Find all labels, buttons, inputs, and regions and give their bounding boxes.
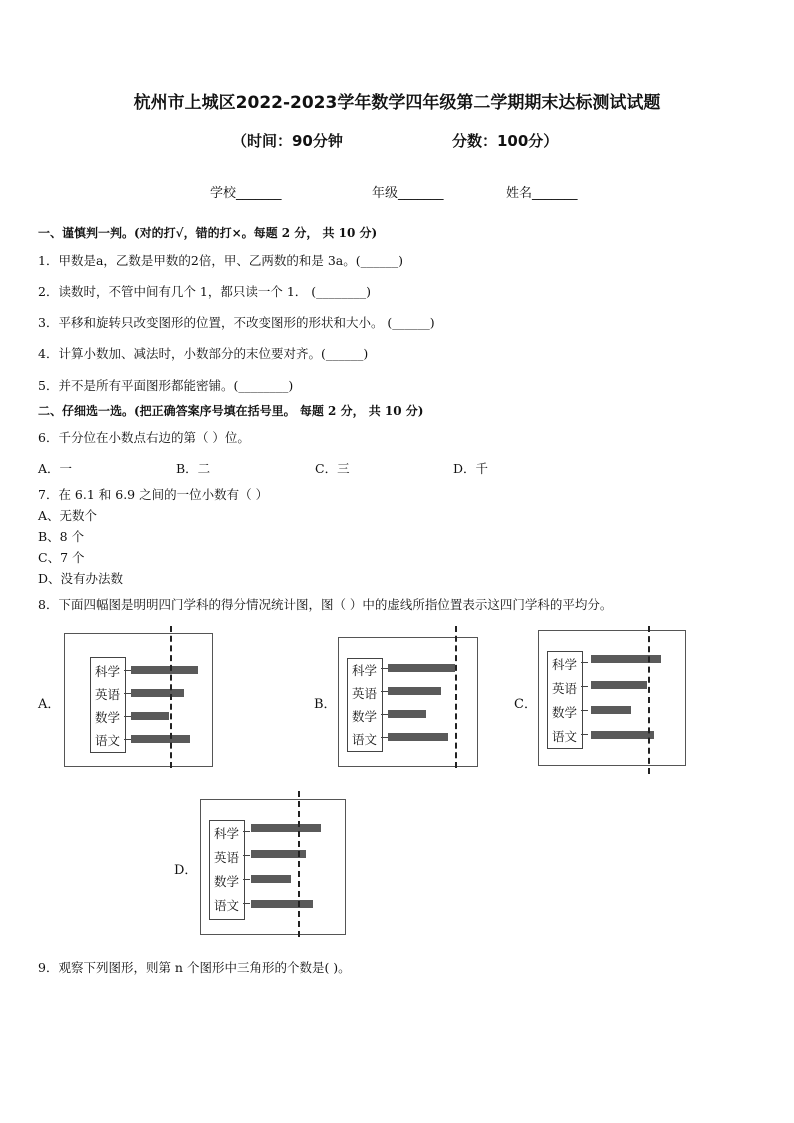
chart-b-letter: B． — [314, 697, 337, 712]
chart-c-bar-chinese — [591, 731, 654, 739]
chart-c-label-chinese: 语文 — [552, 729, 578, 744]
chart-b-bar-chinese — [388, 733, 448, 741]
exam-title: 杭州市上城区2022-2023学年数学四年级第二学期期末达标测试试题 — [133, 93, 661, 113]
q7-option-b: B、8 个 — [38, 529, 85, 544]
chart-b-label-math: 数学 — [352, 709, 378, 724]
section-2-heading: 二、仔细选一选。(把正确答案序号填在括号里。 每题 2 分， 共 10 分) — [38, 404, 424, 418]
exam-score: 分数：100分） — [452, 132, 559, 150]
q6-option-a: A．一 — [38, 461, 73, 476]
question-1: 1．甲数是a，乙数是甲数的2倍，甲、乙两数的和是 3a。(______) — [38, 253, 403, 268]
chart-a — [64, 633, 213, 767]
question-5: 5．并不是所有平面图形都能密铺。(________) — [38, 378, 294, 393]
q7-option-a: A、无数个 — [38, 508, 98, 523]
q7-option-c: C、7 个 — [38, 550, 85, 565]
chart-d-label-science: 科学 — [214, 826, 240, 841]
chart-a-average-line — [170, 626, 172, 768]
grade-field: 年级_______ — [372, 186, 444, 201]
chart-b-label-science: 科学 — [352, 663, 378, 678]
chart-c-average-line — [648, 626, 650, 774]
chart-d-label-chinese: 语文 — [214, 898, 240, 913]
chart-d-average-line — [298, 791, 300, 937]
chart-a-letter: A． — [38, 697, 61, 712]
school-field: 学校_______ — [210, 186, 282, 201]
question-7: 7．在 6.1 和 6.9 之间的一位小数有（ ） — [38, 487, 269, 502]
question-8: 8．下面四幅图是明明四门学科的得分情况统计图，图（ ）中的虚线所指位置表示这四门学科的平均分。 — [38, 597, 613, 612]
q7-option-d: D、没有办法数 — [38, 571, 124, 586]
chart-d-bar-chinese — [251, 900, 313, 908]
chart-b-average-line — [455, 626, 457, 768]
question-6: 6．千分位在小数点右边的第（ ）位。 — [38, 430, 250, 445]
chart-b-bar-english — [388, 687, 441, 695]
question-9: 9．观察下列图形，则第 n 个图形中三角形的个数是( )。 — [38, 960, 351, 975]
chart-d — [200, 799, 346, 935]
chart-c-label-science: 科学 — [552, 657, 578, 672]
chart-b-label-chinese: 语文 — [352, 732, 378, 747]
chart-b-label-english: 英语 — [352, 686, 378, 701]
name-field: 姓名_______ — [506, 186, 578, 201]
q6-option-b: B．二 — [176, 461, 211, 476]
chart-a-bar-math — [131, 712, 169, 720]
chart-a-label-science: 科学 — [95, 664, 121, 679]
question-3: 3．平移和旋转只改变图形的位置，不改变图形的形状和大小。 (______) — [38, 315, 435, 330]
chart-d-label-english: 英语 — [214, 850, 240, 865]
section-1-heading: 一、谨慎判一判。(对的打√，错的打×。每题 2 分， 共 10 分) — [38, 226, 378, 240]
exam-time: （时间：90分钟 — [232, 132, 343, 150]
chart-c-label-english: 英语 — [552, 681, 578, 696]
question-2: 2．读数时，不管中间有几个 1，都只读一个 1． (________) — [38, 284, 372, 299]
chart-c — [538, 630, 686, 766]
chart-c-bar-english — [591, 681, 647, 689]
q6-option-d: D．千 — [453, 461, 489, 476]
chart-c-label-math: 数学 — [552, 705, 578, 720]
chart-c-bar-science — [591, 655, 661, 663]
q6-option-c: C．三 — [315, 461, 350, 476]
chart-c-bar-math — [591, 706, 631, 714]
chart-d-bar-science — [251, 824, 321, 832]
chart-a-label-chinese: 语文 — [95, 733, 121, 748]
chart-a-bar-science — [131, 666, 198, 674]
chart-c-letter: C． — [514, 697, 537, 712]
chart-b-bar-math — [388, 710, 426, 718]
chart-b-bar-science — [388, 664, 455, 672]
chart-a-bar-english — [131, 689, 184, 697]
chart-d-letter: D． — [174, 863, 198, 878]
chart-d-label-math: 数学 — [214, 874, 240, 889]
chart-a-label-math: 数学 — [95, 710, 121, 725]
chart-d-bar-math — [251, 875, 291, 883]
chart-a-bar-chinese — [131, 735, 190, 743]
chart-a-label-english: 英语 — [95, 687, 121, 702]
question-4: 4．计算小数加、减法时，小数部分的末位要对齐。(______) — [38, 346, 369, 361]
chart-b — [338, 637, 478, 767]
